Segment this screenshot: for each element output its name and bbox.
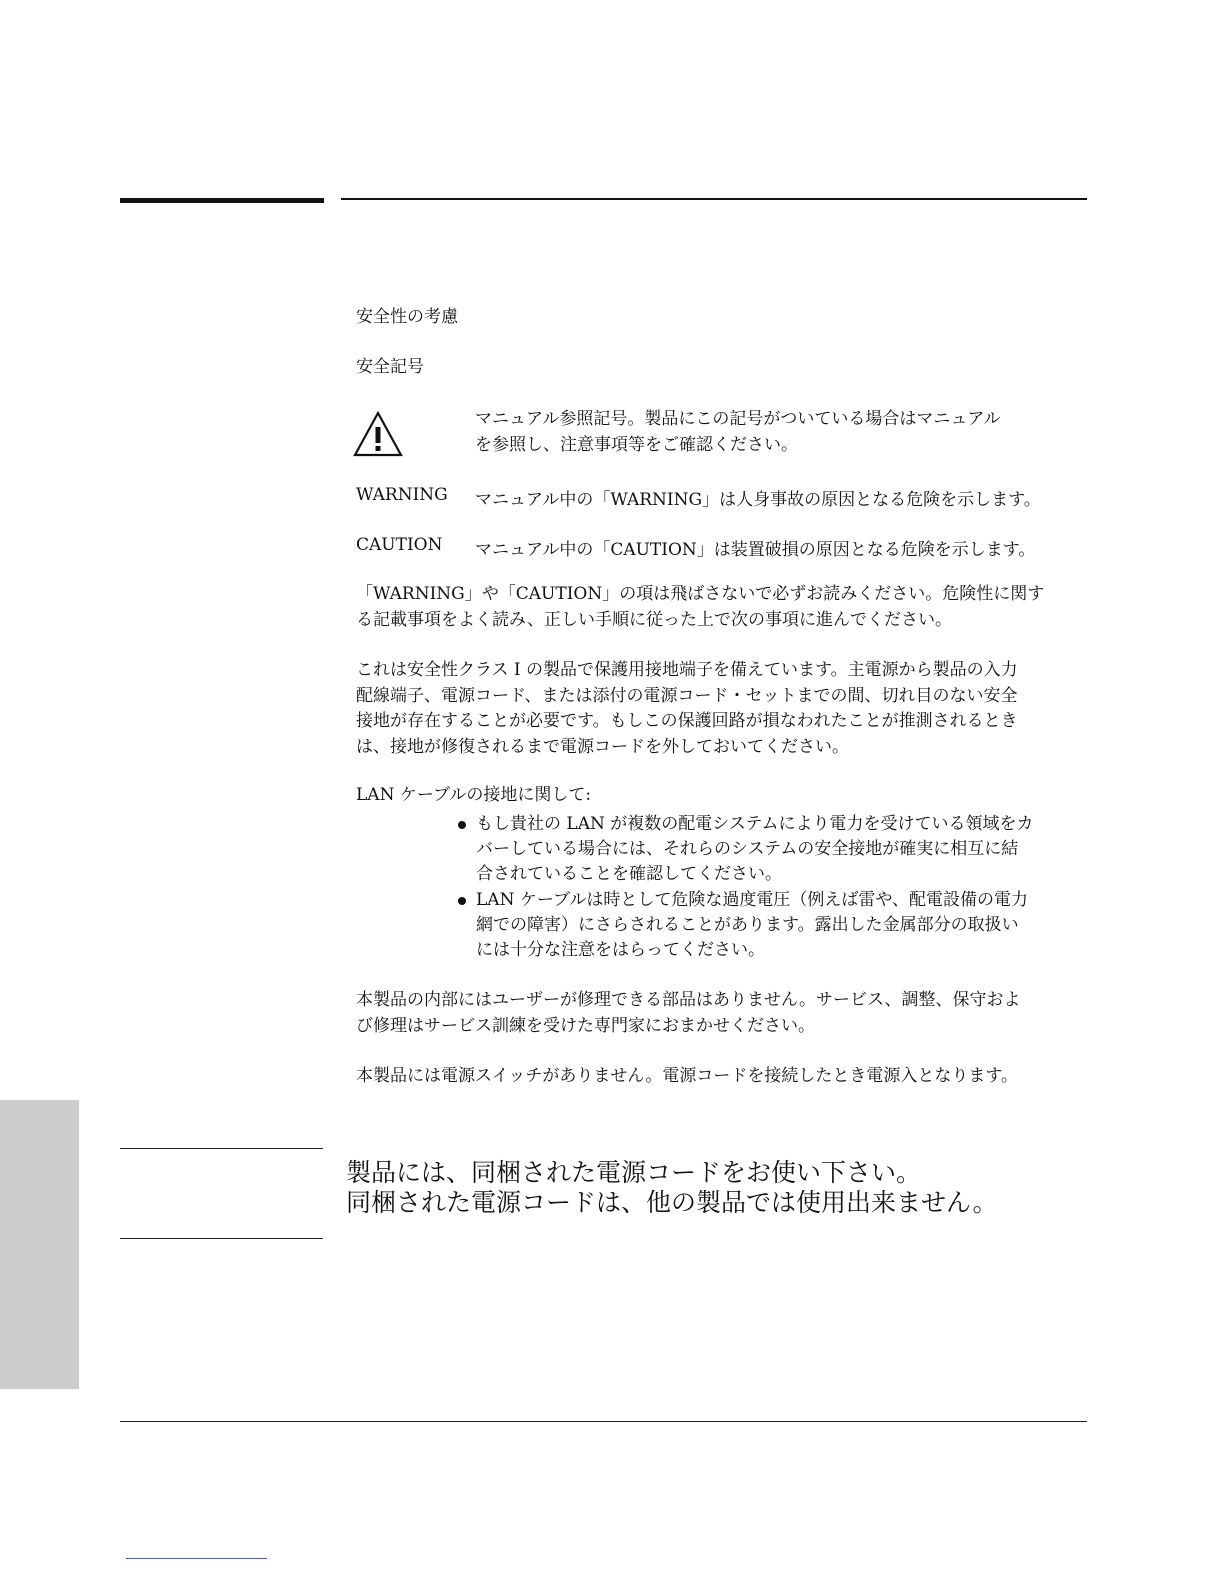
bullet-line: バーしている場合には、それらのシステムの安全接地が確実に相互に結 bbox=[476, 839, 1019, 859]
note-rule-bottom bbox=[120, 1238, 323, 1239]
paragraph-line: 本製品の内部にはユーザーが修理できる部品はありません。サービス、調整、保守およ bbox=[356, 990, 1021, 1010]
term-warning-description: マニュアル中の「WARNING」は人身事故の原因となる危険を示します。 bbox=[475, 490, 1041, 510]
bullet-line: LAN ケーブルは時として危険な過度電圧（例えば雷や、配電設備の電力 bbox=[476, 890, 1028, 910]
bullet-line: 網での障害）にさらされることがあります。露出した金属部分の取扱い bbox=[476, 915, 1019, 935]
bullet-line: もし貴社の LAN が複数の配電システムにより電力を受けている領域をカ bbox=[476, 814, 1034, 834]
note-line: 製品には、同梱された電源コードをお使い下さい。 bbox=[346, 1158, 922, 1187]
symbol-line: を参照し、注意事項等をご確認ください。 bbox=[475, 434, 798, 455]
note-rule-top bbox=[120, 1148, 323, 1149]
power-cord-note bbox=[346, 1158, 998, 1218]
paragraph-line: る記載事項をよく読み、正しい手順に従った上で次の事項に進んでください。 bbox=[356, 609, 953, 630]
bullet-line: には十分な注意をはらってください。 bbox=[476, 940, 765, 960]
paragraph-line: 「WARNING」や「CAUTION」の項は飛ばさないで必ずお読みください。危険性に関す bbox=[356, 584, 1045, 604]
lan-heading: LAN ケーブルの接地に関して: bbox=[356, 785, 592, 805]
symbol-description bbox=[475, 407, 1001, 458]
header-rule bbox=[341, 198, 1087, 200]
paragraph-line: 接地が存在することが必要です。もしこの保護回路が損なわれたことが推測されるとき bbox=[356, 711, 1018, 731]
note-line: 同梱された電源コードは、他の製品では使用出来ません。 bbox=[346, 1188, 998, 1217]
section-heading: 安全性の考慮 bbox=[356, 307, 458, 327]
bullet-dot-icon bbox=[458, 897, 466, 905]
paragraph-line: は、接地が修復されるまで電源コードを外しておいてください。 bbox=[356, 736, 849, 757]
power-switch-paragraph: 本製品には電源スイッチがありません。電源コードを接続したとき電源入となります。 bbox=[356, 1066, 1018, 1086]
bullet-line: 合されていることを確認してください。 bbox=[476, 864, 782, 884]
paragraph-line: 配線端子、電源コード、または添付の電源コード・セットまでの間、切れ目のない安全 bbox=[356, 685, 1018, 706]
term-caution: CAUTION bbox=[356, 535, 443, 555]
service-paragraph bbox=[356, 988, 1021, 1039]
paragraph-line: び修理はサービス訓練を受けた専門家におまかせください。 bbox=[356, 1015, 815, 1036]
attention-paragraph bbox=[356, 582, 1044, 633]
chapter-tab bbox=[0, 1100, 79, 1389]
paragraph-line: これは安全性クラス I の製品で保護用接地端子を備えています。主電源から製品の入力 bbox=[356, 660, 1018, 680]
header-rule-left bbox=[120, 198, 324, 203]
footer-link-underline bbox=[126, 1558, 267, 1559]
term-caution-description: マニュアル中の「CAUTION」は装置破損の原因となる危険を示します。 bbox=[475, 540, 1036, 560]
symbol-line: マニュアル参照記号。製品にこの記号がついている場合はマニュアル bbox=[475, 409, 1001, 429]
bullet-dot-icon bbox=[458, 821, 466, 829]
warning-triangle-icon bbox=[352, 410, 404, 458]
term-warning: WARNING bbox=[356, 485, 448, 505]
footer-rule bbox=[120, 1421, 1087, 1422]
safety-class-paragraph bbox=[356, 658, 1018, 760]
section-subheading: 安全記号 bbox=[356, 357, 424, 377]
